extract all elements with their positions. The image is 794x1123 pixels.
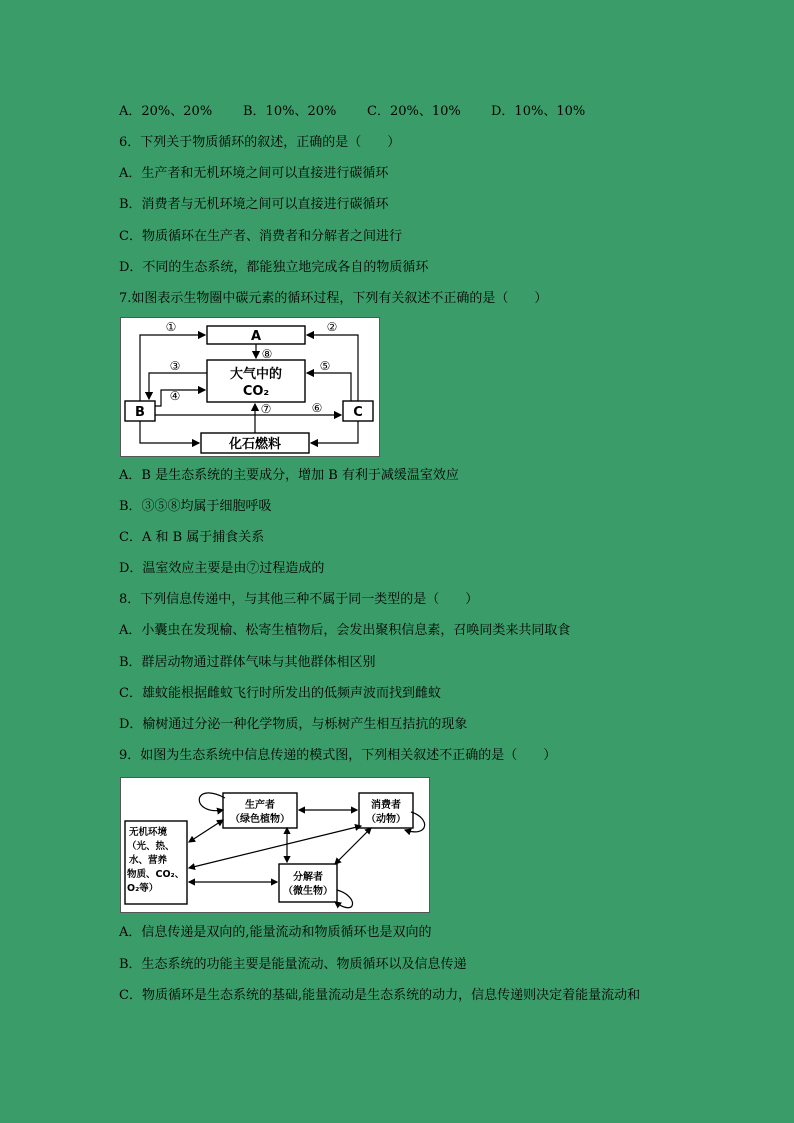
env-label-1: 无机环境 bbox=[129, 827, 168, 838]
q7-option-c: C．A 和 B 属于捕食关系 bbox=[119, 530, 265, 545]
num-3: ③ bbox=[169, 359, 181, 373]
num-4: ④ bbox=[169, 389, 181, 403]
q9-stem: 9．如图为生态系统中信息传递的模式图，下列相关叙述不正确的是（ ） bbox=[119, 748, 557, 763]
q7-option-d: D．温室效应主要是由⑦过程造成的 bbox=[119, 561, 325, 576]
info-transfer-figure bbox=[120, 777, 430, 913]
consumer-label-2: （动物） bbox=[366, 814, 406, 825]
q9-option-c: C．物质循环是生态系统的基础,能量流动是生态系统的动力，信息传递则决定着能量流动和 bbox=[119, 988, 641, 1003]
q8-option-d: D．榆树通过分泌一种化学物质，与栎树产生相互拮抗的现象 bbox=[119, 717, 468, 732]
arrow-b-fossil bbox=[140, 421, 199, 443]
num-7: ⑦ bbox=[260, 402, 272, 416]
producer-label-2: （绿色植物） bbox=[230, 814, 290, 825]
box-fossil-label: 化石燃料 bbox=[228, 437, 282, 452]
box-c-label: C bbox=[353, 405, 363, 420]
carbon-cycle-diagram bbox=[121, 318, 379, 456]
q5-option-c: C．20%、10% bbox=[367, 104, 461, 119]
arrow-c-fossil bbox=[311, 421, 358, 443]
consumer-label-1: 消费者 bbox=[371, 800, 401, 811]
env-label-5: O₂等） bbox=[127, 883, 159, 894]
q8-stem: 8．下列信息传递中，与其他三种不属于同一类型的是（ ） bbox=[119, 592, 479, 607]
q7-option-a: A．B 是生态系统的主要成分，增加 B 有利于减缓温室效应 bbox=[119, 468, 459, 483]
q8-option-c: C．雄蚊能根据雌蚊飞行时所发出的低频声波而找到雌蚊 bbox=[119, 686, 441, 701]
arrow-2 bbox=[307, 335, 358, 401]
env-label-2: （光、热、 bbox=[127, 841, 175, 852]
num-1: ① bbox=[165, 320, 177, 334]
q6-option-c: C．物质循环在生产者、消费者和分解者之间进行 bbox=[119, 229, 402, 244]
q5-option-b: B．10%、20% bbox=[243, 104, 337, 119]
q5-option-a: A．20%、20% bbox=[119, 104, 213, 119]
arrow-env-producer bbox=[189, 820, 223, 842]
num-2: ② bbox=[326, 320, 338, 334]
q6-stem: 6．下列关于物质循环的叙述，正确的是（ ） bbox=[119, 135, 401, 150]
arrow-5 bbox=[307, 373, 351, 401]
q6-option-b: B．消费者与无机环境之间可以直接进行碳循环 bbox=[119, 197, 389, 212]
q8-option-b: B．群居动物通过群体气味与其他群体相区别 bbox=[119, 655, 376, 670]
env-label-3: 水、营养 bbox=[129, 855, 168, 866]
arrow-consumer-env bbox=[189, 826, 361, 868]
num-8: ⑧ bbox=[261, 347, 273, 361]
q6-option-a: A．生产者和无机环境之间可以直接进行碳循环 bbox=[119, 166, 389, 181]
num-5: ⑤ bbox=[319, 359, 331, 373]
decomposer-label-2: （微生物） bbox=[283, 886, 333, 897]
q9-option-a: A．信息传递是双向的,能量流动和物质循环也是双向的 bbox=[119, 925, 432, 940]
num-6: ⑥ bbox=[311, 401, 323, 415]
box-b-label: B bbox=[135, 405, 145, 420]
q5-option-d: D．10%、10% bbox=[491, 104, 586, 119]
q6-option-d: D．不同的生态系统，都能独立地完成各自的物质循环 bbox=[119, 260, 429, 275]
q7-option-b: B．③⑤⑧均属于细胞呼吸 bbox=[119, 499, 272, 514]
loop-producer bbox=[199, 793, 225, 811]
q9-option-b: B．生态系统的功能主要是能量流动、物质循环以及信息传递 bbox=[119, 957, 467, 972]
box-a-label: A bbox=[250, 329, 262, 344]
box-atm-label-1: 大气中的 bbox=[229, 367, 283, 382]
producer-label-1: 生产者 bbox=[245, 800, 275, 811]
q5-options bbox=[119, 103, 585, 121]
info-transfer-diagram bbox=[121, 778, 429, 912]
q7-stem: 7.如图表示生物圈中碳元素的循环过程，下列有关叙述不正确的是（ ） bbox=[119, 291, 548, 306]
arrow-consumer-decomposer bbox=[335, 828, 371, 864]
q8-option-a: A．小囊虫在发现榆、松寄生植物后，会发出聚积信息素，召唤同类来共同取食 bbox=[119, 623, 571, 638]
decomposer-label-1: 分解者 bbox=[293, 872, 323, 883]
env-label-4: 物质、CO₂、 bbox=[127, 869, 185, 880]
carbon-cycle-figure bbox=[120, 317, 380, 457]
box-atm-label-2: CO₂ bbox=[242, 384, 270, 399]
